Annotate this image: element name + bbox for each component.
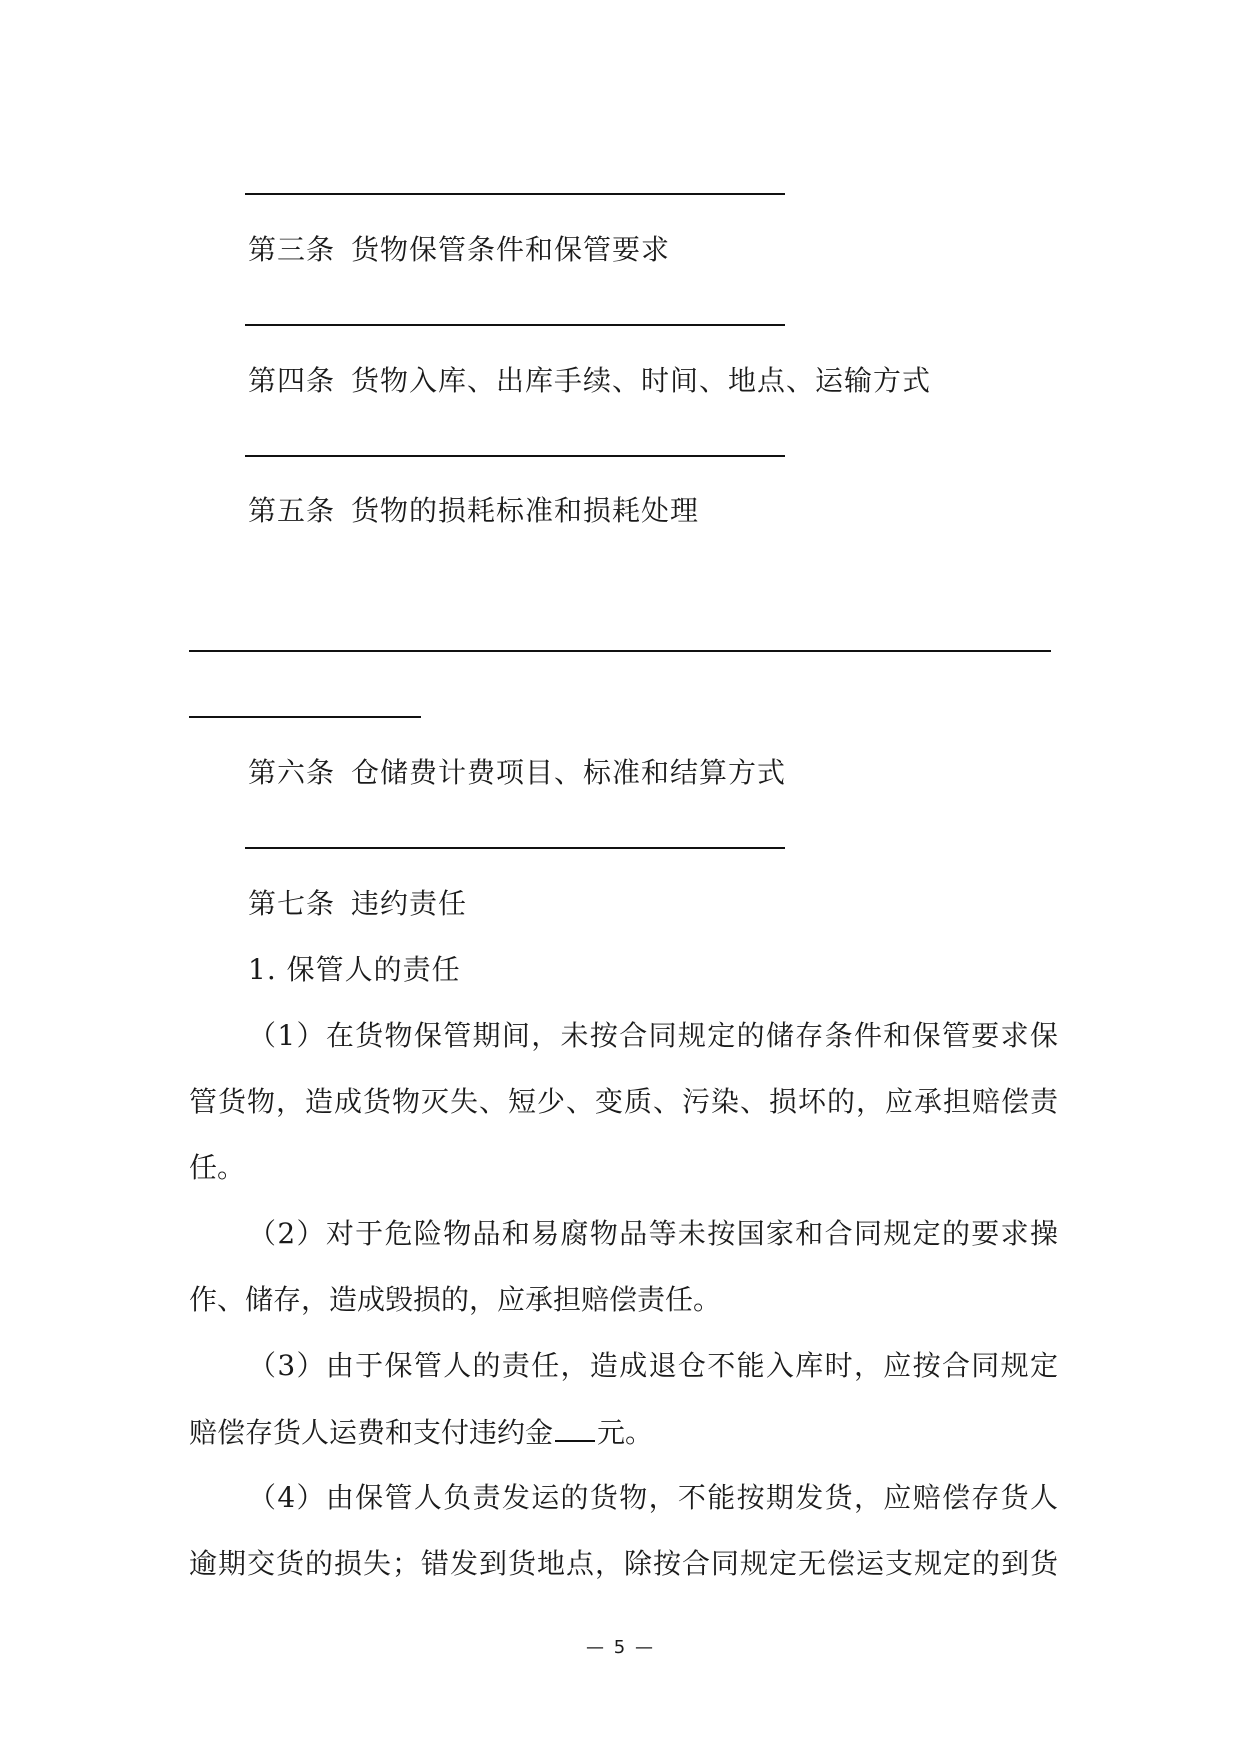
paragraph-line: （2）对于危险物品和易腐物品等未按国家和合同规定的要求操: [248, 1217, 1058, 1250]
blank-fill-line: [245, 193, 785, 195]
page-number: — 5 —: [586, 1637, 655, 1658]
paragraph-line: 作、储存，造成毁损的，应承担赔偿责任。: [189, 1283, 722, 1316]
article-number: 第七条: [248, 887, 336, 920]
paragraph-line: （1）在货物保管期间，未按合同规定的储存条件和保管要求保: [248, 1019, 1058, 1052]
article-number: 第三条: [248, 233, 336, 266]
article-number: 第六条: [248, 756, 336, 789]
article-title: 货物的损耗标准和损耗处理: [351, 494, 700, 527]
article-5-heading: [248, 491, 699, 531]
article-title: 货物入库、出库手续、时间、地点、运输方式: [351, 364, 932, 397]
paragraph-line: [189, 1412, 1058, 1453]
article-3-heading: [248, 230, 670, 270]
paragraph-text: 元。: [597, 1416, 654, 1449]
blank-fill-line: [189, 650, 1051, 652]
article-title: 仓储费计费项目、标准和结算方式: [351, 756, 787, 789]
article-number: 第五条: [248, 494, 336, 527]
amount-blank: [555, 1412, 595, 1442]
paragraph-line: 逾期交货的损失；错发到货地点，除按合同规定无偿运支规定的到货: [189, 1547, 1058, 1580]
article-7-heading: [248, 884, 467, 924]
paragraph-text: 赔偿存货人运费和支付违约金: [189, 1416, 554, 1449]
section-heading: 1. 保管人的责任: [248, 953, 461, 986]
paragraph-line: （3）由于保管人的责任，造成退仓不能入库时，应按合同规定: [248, 1349, 1058, 1382]
paragraph-line: 任。: [189, 1151, 246, 1184]
article-6-heading: [248, 753, 786, 793]
article-4-heading: [248, 361, 931, 401]
article-number: 第四条: [248, 364, 336, 397]
paragraph-line: （4）由保管人负责发运的货物，不能按期发货，应赔偿存货人: [248, 1481, 1058, 1514]
article-title: 货物保管条件和保管要求: [351, 233, 671, 266]
blank-fill-line: [245, 847, 785, 849]
article-title: 违约责任: [351, 887, 468, 920]
blank-fill-line: [245, 455, 785, 457]
blank-fill-line: [189, 716, 421, 718]
blank-fill-line: [245, 324, 785, 326]
paragraph-line: 管货物，造成货物灭失、短少、变质、污染、损坏的，应承担赔偿责: [189, 1085, 1058, 1118]
